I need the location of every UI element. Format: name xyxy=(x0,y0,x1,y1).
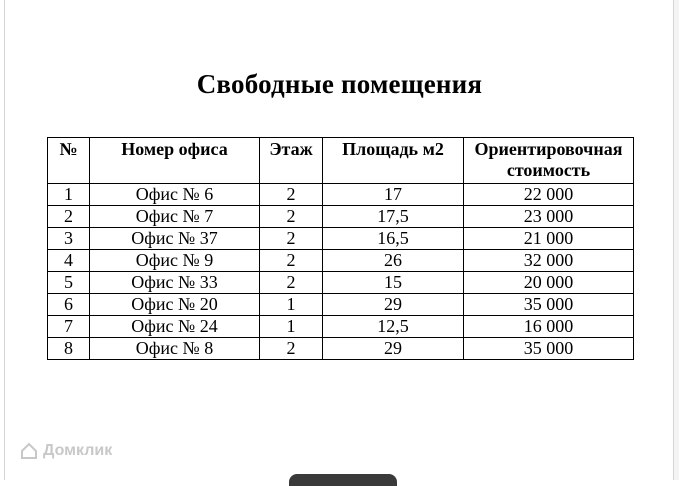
cell-floor: 2 xyxy=(260,338,323,360)
cell-number: 1 xyxy=(48,184,90,206)
cell-office: Офис № 7 xyxy=(90,206,260,228)
cell-number: 6 xyxy=(48,294,90,316)
cell-office: Офис № 8 xyxy=(90,338,260,360)
header-office: Номер офиса xyxy=(90,138,260,184)
cell-number: 2 xyxy=(48,206,90,228)
cell-area: 12,5 xyxy=(323,316,464,338)
cell-floor: 2 xyxy=(260,228,323,250)
cell-floor: 1 xyxy=(260,316,323,338)
cell-office: Офис № 37 xyxy=(90,228,260,250)
offices-table xyxy=(47,137,634,360)
cell-floor: 2 xyxy=(260,184,323,206)
table-row xyxy=(48,184,634,206)
cell-number: 7 xyxy=(48,316,90,338)
cell-cost: 23 000 xyxy=(464,206,634,228)
cell-area: 26 xyxy=(323,250,464,272)
cell-floor: 2 xyxy=(260,250,323,272)
cell-number: 5 xyxy=(48,272,90,294)
cell-number: 8 xyxy=(48,338,90,360)
cell-office: Офис № 6 xyxy=(90,184,260,206)
cell-office: Офис № 9 xyxy=(90,250,260,272)
cell-cost: 22 000 xyxy=(464,184,634,206)
cell-area: 16,5 xyxy=(323,228,464,250)
cell-cost: 16 000 xyxy=(464,316,634,338)
header-area: Площадь м2 xyxy=(323,138,464,184)
cell-number: 3 xyxy=(48,228,90,250)
cell-office: Офис № 33 xyxy=(90,272,260,294)
bottom-sheet-handle[interactable] xyxy=(289,474,397,486)
cell-cost: 21 000 xyxy=(464,228,634,250)
cell-area: 29 xyxy=(323,294,464,316)
cell-cost: 20 000 xyxy=(464,272,634,294)
table-row xyxy=(48,250,634,272)
cell-office: Офис № 20 xyxy=(90,294,260,316)
header-number: № xyxy=(48,138,90,184)
table-row xyxy=(48,338,634,360)
domclick-logo-icon xyxy=(20,442,38,460)
header-floor: Этаж xyxy=(260,138,323,184)
watermark-text: Домклик xyxy=(43,442,113,459)
cell-floor: 1 xyxy=(260,294,323,316)
table-header-row xyxy=(48,138,634,184)
cell-area: 17,5 xyxy=(323,206,464,228)
cell-floor: 2 xyxy=(260,272,323,294)
table-row xyxy=(48,294,634,316)
table-row xyxy=(48,316,634,338)
page-title: Свободные помещения xyxy=(196,69,483,99)
cell-cost: 35 000 xyxy=(464,338,634,360)
table-row xyxy=(48,206,634,228)
cell-cost: 32 000 xyxy=(464,250,634,272)
header-cost: Ориентировочная стоимость xyxy=(464,138,634,184)
cell-area: 29 xyxy=(323,338,464,360)
cell-area: 15 xyxy=(323,272,464,294)
cell-floor: 2 xyxy=(260,206,323,228)
cell-number: 4 xyxy=(48,250,90,272)
cell-office: Офис № 24 xyxy=(90,316,260,338)
cell-area: 17 xyxy=(323,184,464,206)
cell-cost: 35 000 xyxy=(464,294,634,316)
watermark xyxy=(20,442,112,460)
table-row xyxy=(48,272,634,294)
table-row xyxy=(48,228,634,250)
